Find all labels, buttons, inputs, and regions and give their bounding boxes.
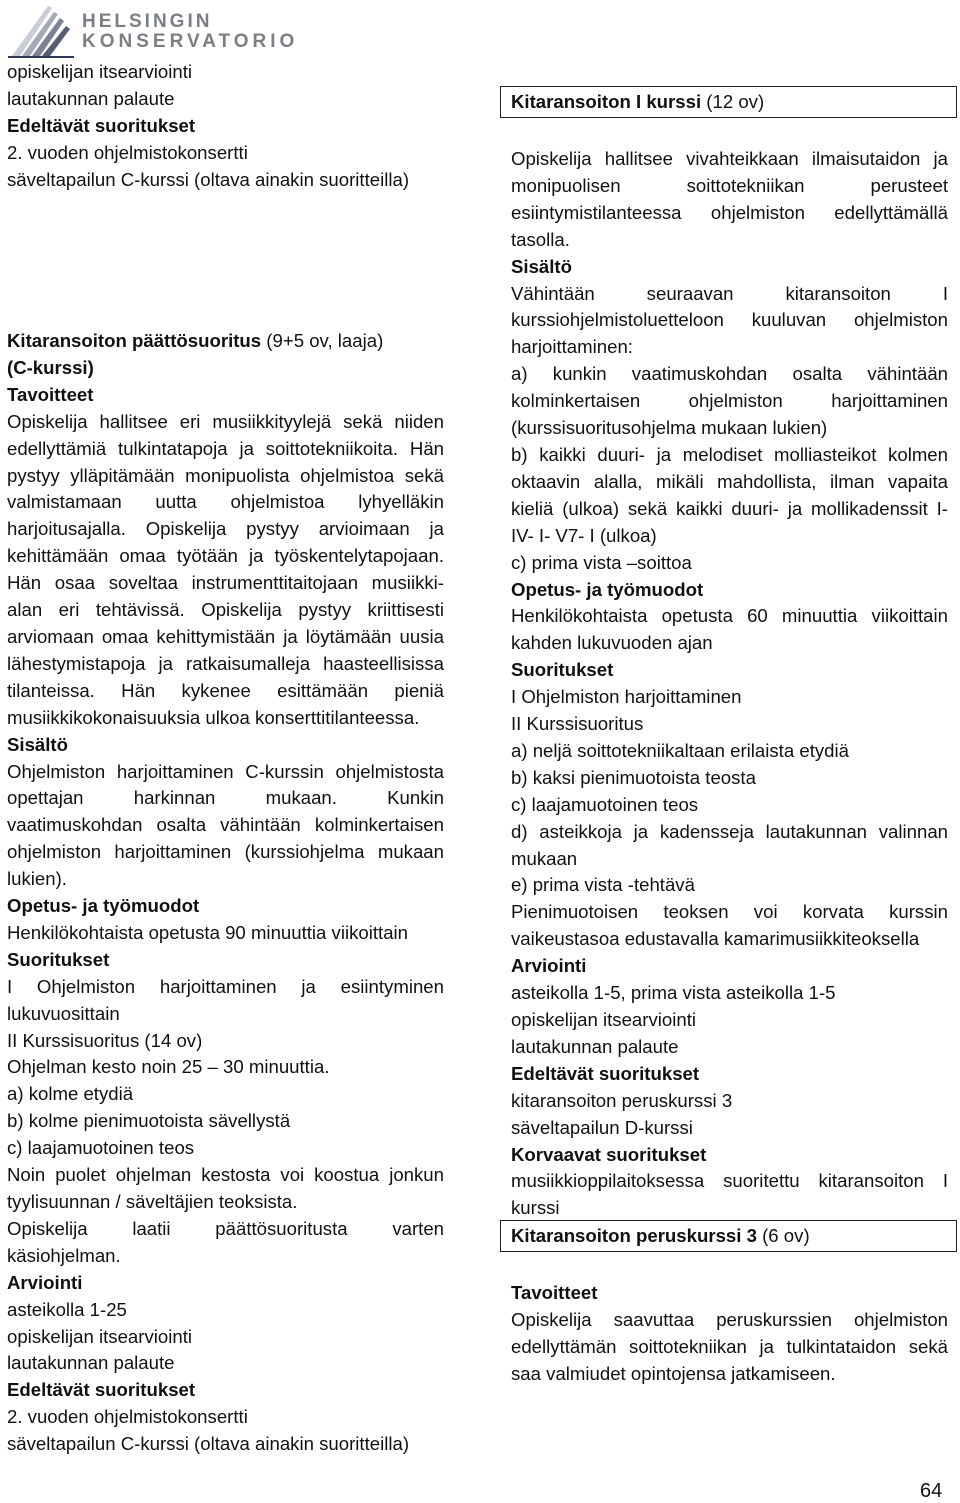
text-line: asteikolla 1-25 bbox=[7, 1298, 127, 1320]
text-line: kitaransoiton peruskurssi 3 bbox=[511, 1089, 733, 1111]
course-title bbox=[7, 328, 444, 355]
text-line: lautakunnan palaute bbox=[7, 1352, 175, 1374]
helsingin-konservatorio-logo bbox=[8, 4, 299, 58]
course-title-rest: (9+5 ov, laaja) bbox=[261, 330, 384, 351]
section-heading: Opetus- ja työmuodot bbox=[7, 895, 200, 917]
text-line: I Ohjelmiston harjoittaminen bbox=[511, 686, 742, 708]
list-item: c) laajamuotoinen teos bbox=[511, 793, 699, 815]
list-item: e) prima vista -tehtävä bbox=[511, 874, 695, 896]
paragraph: Opiskelija laatii päättösuoritusta varten käsiohjelman. bbox=[7, 1217, 444, 1266]
text-line: 2. vuoden ohjelmistokonsertti bbox=[7, 141, 248, 163]
course-title-rest: (6 ov) bbox=[756, 1225, 810, 1246]
course-box-1 bbox=[500, 86, 957, 118]
list-item: c) laajamuotoinen teos bbox=[7, 1137, 195, 1159]
section-heading: Sisältö bbox=[7, 733, 68, 755]
paragraph: Opiskelija saavuttaa peruskurssien ohjelmiston edellyttämän soittotekniikan ja tulkintataidon sekä saa valmiudet opintojensa jatkamiseen. bbox=[511, 1308, 948, 1384]
section-heading: Suoritukset bbox=[7, 948, 110, 970]
paragraph: Henkilökohtaista opetusta 90 minuuttia viikoittain bbox=[7, 921, 409, 943]
left-column bbox=[7, 59, 444, 194]
text-line: II Kurssisuoritus bbox=[511, 713, 644, 735]
logo-line-1: HELSINGIN bbox=[82, 11, 213, 32]
text-line: II Kurssisuoritus (14 ov) bbox=[7, 1029, 203, 1051]
course-title-bold: Kitaransoiton peruskurssi 3 bbox=[511, 1225, 757, 1246]
text-line: säveltapailun D-kurssi bbox=[511, 1116, 693, 1138]
section-heading: Arviointi bbox=[7, 1271, 83, 1293]
section-heading: Opetus- ja työmuodot bbox=[511, 578, 704, 600]
paragraph: Opiskelija hallitsee eri musiikkityylejä sekä niiden edellyttämiä tulkintatapoja ja soittotekniikoita. Hän pystyy ylläpitämään monipuolista ohjelmistoa sekä valmistamaan uutta ohjelmistoa lyhyelläkin harjoitusajalla. Opiskelija pystyy arvioimaan ja kehittämään omaa työtään ja työskentelytapojaan. Hän osaa soveltaa instrumenttitaitojaan musiikki-alan eri tehtävissä. Opiskelija pystyy kriittisesti arviomaan omaa kehittymistään ja löytämään uusia lähestymistapoja ja ratkaisumalleja haasteellisissa tilanteissa. Hän kykenee esittämään pieniä musiikkikokonaisuuksia ulkoa konserttitilanteessa. bbox=[7, 410, 444, 728]
wing-emblem-icon bbox=[8, 4, 76, 58]
paragraph: Pienimuotoisen teoksen voi korvata kurssin vaikeustasoa edustavalla kamarimusiikkiteoksella bbox=[511, 901, 948, 950]
list-item: b) kaksi pienimuotoista teosta bbox=[511, 766, 756, 788]
paragraph: Vähintään seuraavan kitaransoiton I kurssiohjelmistoluetteloon kuuluvan ohjelmiston harjoittaminen: bbox=[511, 282, 948, 358]
logo-line-2: KONSERVATORIO bbox=[82, 31, 299, 52]
text-line: c) prima vista –soittoa bbox=[511, 551, 692, 573]
paragraph: musiikkioppilaitoksessa suoritettu kitaransoiton I kurssi bbox=[511, 1170, 948, 1219]
course-box-2 bbox=[500, 1220, 957, 1252]
text-line: lautakunnan palaute bbox=[7, 87, 175, 109]
text-line: opiskelijan itsearviointi bbox=[7, 61, 192, 82]
paragraph: Opiskelija hallitsee vivahteikkaan ilmaisutaidon ja monipuolisen soittotekniikan perusteet esiintymistilanteessa ohjelmiston edellyttämällä tasolla. bbox=[511, 148, 948, 250]
list-item: a) kolme etydiä bbox=[7, 1083, 134, 1105]
course-title-bold: Kitaransoiton päättösuoritus bbox=[7, 330, 262, 351]
text-line: asteikolla 1-5, prima vista asteikolla 1-5 bbox=[511, 982, 836, 1004]
list-item: d) asteikkoja ja kadensseja lautakunnan valinnan mukaan bbox=[511, 820, 948, 869]
right-column-bottom bbox=[511, 1280, 948, 1388]
section-heading: Sisältö bbox=[511, 255, 572, 277]
course-subtitle: (C-kurssi) bbox=[7, 356, 94, 378]
section-heading: Edeltävät suoritukset bbox=[7, 114, 196, 136]
right-column-main bbox=[511, 146, 948, 1222]
section-heading: Korvaavat suoritukset bbox=[511, 1143, 707, 1165]
paragraph: Noin puolet ohjelman kestosta voi koostua jonkun tyylisuunnan / säveltäjien teoksista. bbox=[7, 1164, 444, 1212]
paragraph: Henkilökohtaista opetusta 60 minuuttia viikoittain kahden lukuvuoden ajan bbox=[511, 605, 948, 654]
paragraph: Ohjelmiston harjoittaminen C-kurssin ohjelmistosta opettajan harkinnan mukaan. Kunkin vaatimuskohdan osalta vähintään kolminkertaisen ohjelmiston harjoittaminen (kurssiohjelma mukaan lukien). bbox=[7, 760, 444, 890]
text-line: 2. vuoden ohjelmistokonsertti bbox=[7, 1406, 248, 1428]
text-line: lautakunnan palaute bbox=[511, 1035, 679, 1057]
course-title-bold: Kitaransoiton I kurssi bbox=[511, 91, 702, 112]
paragraph: b) kaikki duuri- ja melodiset molliasteikot kolmen oktaavin alalla, mikäli mahdollista, ilman vapaita kieliä (ulkoa) sekä kaikki duuri- ja mollikadenssit I- IV- I- V7- I (ulkoa) bbox=[511, 443, 948, 546]
section-heading: Suoritukset bbox=[511, 659, 614, 681]
paragraph: I Ohjelmiston harjoittaminen ja esiintyminen lukuvuosittain bbox=[7, 975, 444, 1024]
course-title-rest: (12 ov) bbox=[701, 91, 765, 112]
section-heading: Tavoitteet bbox=[7, 383, 94, 405]
text-line: opiskelijan itsearviointi bbox=[511, 1009, 696, 1030]
section-heading: Edeltävät suoritukset bbox=[7, 1379, 196, 1401]
list-item: b) kolme pienimuotoista sävellystä bbox=[7, 1110, 291, 1132]
list-item: a) neljä soittotekniikaltaan erilaista etydiä bbox=[511, 739, 849, 761]
section-heading: Edeltävät suoritukset bbox=[511, 1062, 700, 1084]
left-column-main bbox=[7, 328, 444, 1458]
section-heading: Tavoitteet bbox=[511, 1282, 598, 1303]
section-heading: Arviointi bbox=[511, 955, 587, 977]
text-line: opiskelijan itsearviointi bbox=[7, 1325, 192, 1347]
text-line: Ohjelman kesto noin 25 – 30 minuuttia. bbox=[7, 1056, 330, 1078]
page-number: 64 bbox=[920, 1480, 943, 1502]
text-line: säveltapailun C-kurssi (oltava ainakin suoritteilla) bbox=[7, 168, 410, 190]
paragraph: a) kunkin vaatimuskohdan osalta vähintään kolminkertaisen ohjelmiston harjoittaminen (kurssisuoritusohjelma mukaan lukien) bbox=[511, 363, 948, 439]
text-line: säveltapailun C-kurssi (oltava ainakin suoritteilla) bbox=[7, 1433, 410, 1455]
